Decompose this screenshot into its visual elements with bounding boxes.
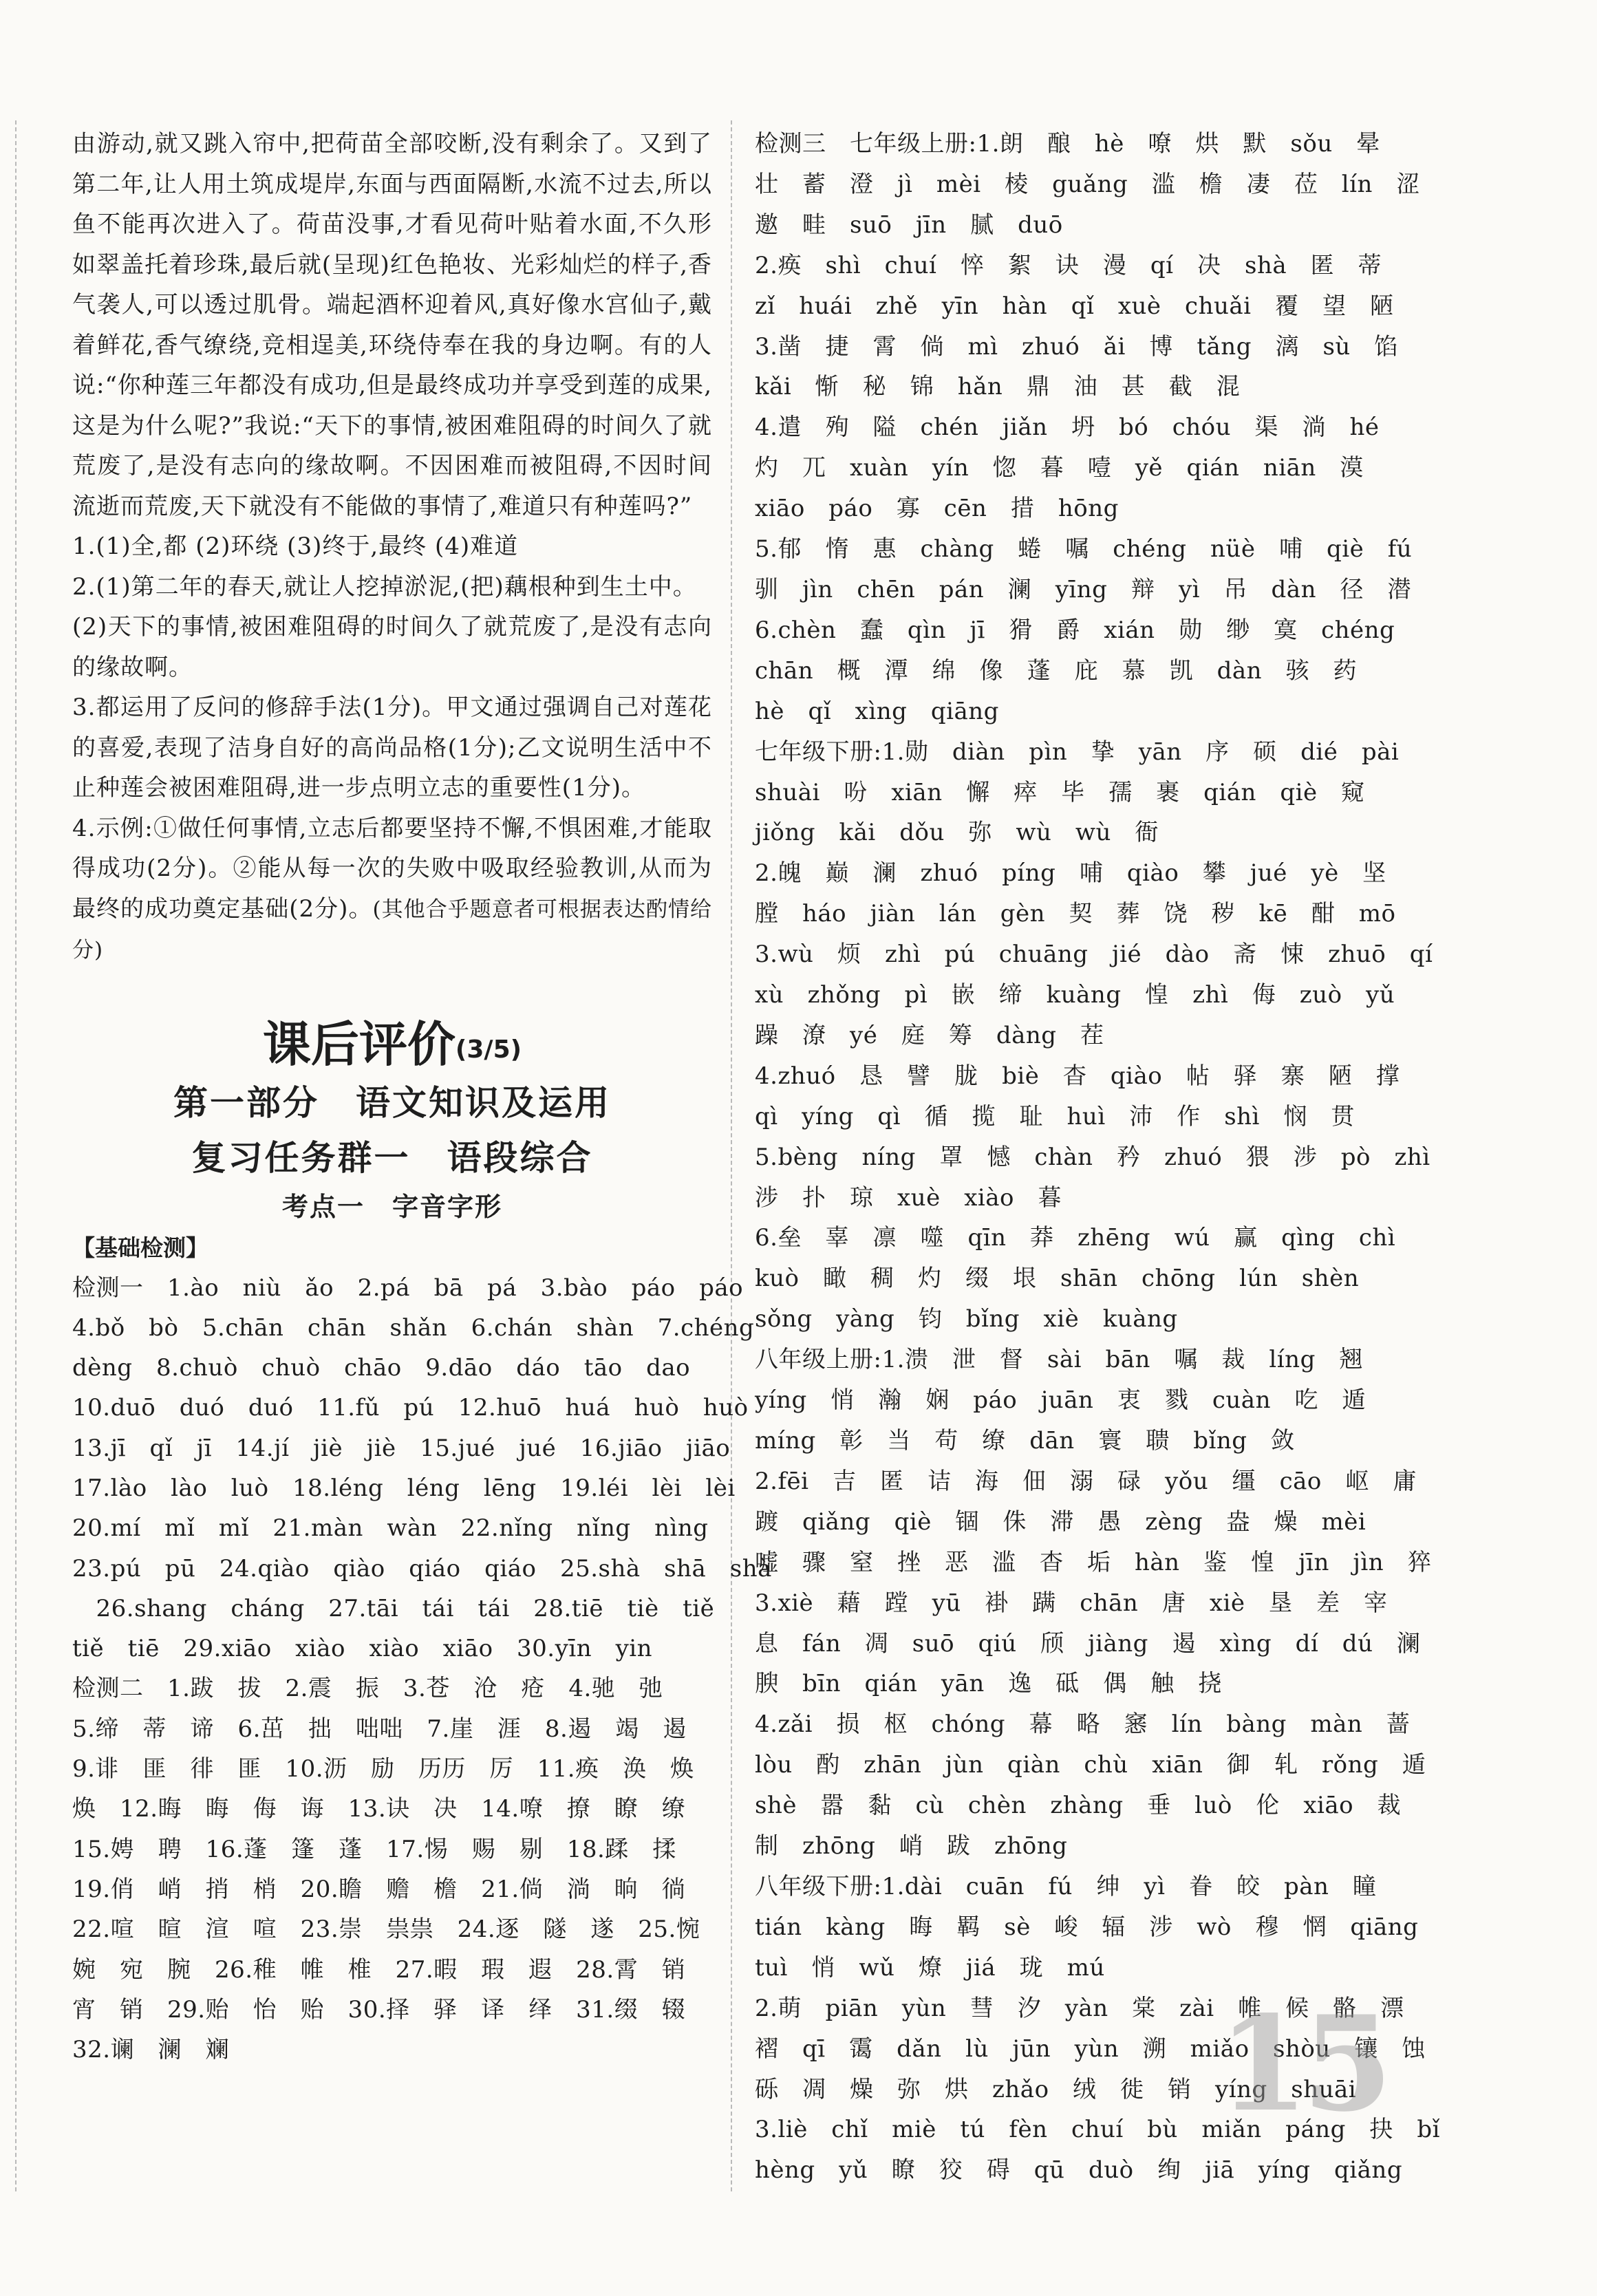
translation-passage: 由游动,就又跳入帘中,把荷苗全部咬断,没有剩余了。又到了第二年,让人用土筑成堤岸,东面与西面隔断,水流不过去,所以鱼不能再次进入了。荷苗没事,才看见荷叶贴着水面,不久形如翠盖托着珍珠,最后就(呈现)红色艳妆、光彩灿烂的样子,香气袭人,可以透过肌骨。端起酒杯迎着风,真好像水宫仙子,戴着鲜花,香气缭绕,竞相逞美,环绕侍奉在我的身边啊。有的人说:“你种莲三年都没有成功,但是最终成功并享受到莲的成果,这是为什么呢?”我说:“天下的事情,被困难阻碍的时间久了就荒废了,是没有志向的缘故啊。不因困难而被阻碍,不因时间流逝而荒废,天下就没有不能做的事情了,难道只有种莲吗?” (72, 130, 712, 520)
answer-line: jiǒng kǎi dǒu 弥 wù wù 衙 (755, 819, 1159, 847)
section-label: 【基础检测】 (72, 1234, 208, 1261)
answer-line: tiě tiē 29.xiāo xiào xiào xiāo 30.yīn yin (72, 1635, 653, 1663)
answer-line: sǒng yàng 钧 bǐng xiè kuàng (755, 1305, 1178, 1333)
answer-item: 2.(1)第二年的春天,就让人挖掉淤泥,(把)藕根种到生土中。 (72, 572, 697, 601)
answer-line: kuò 瞰 稠 灼 缀 垠 shān chōng lún shèn (755, 1265, 1360, 1293)
answer-line: 焕 12.晦 晦 侮 诲 13.诀 决 14.嘹 撩 瞭 缭 (72, 1795, 686, 1823)
answer-line: 检测二 1.跋 拔 2.震 振 3.苍 沧 疮 4.驰 弛 (72, 1675, 663, 1703)
answer-line: 腴 bīn qián yān 逸 砥 偶 触 挠 (755, 1670, 1222, 1698)
answer-line: 26.shang cháng 27.tāi tái tái 28.tiē tiè tiě (72, 1594, 715, 1622)
point-title: 考点一 字音字形 (281, 1191, 502, 1222)
answer-line: hèng yǔ 瞭 狡 碍 qū duò 绚 jiā yíng qiǎng (755, 2156, 1403, 2185)
answer-line: 15.娉 聘 16.蓬 篷 蓬 17.惕 赐 剔 18.蹂 揉 (72, 1835, 676, 1863)
answer-line: 壮 蓄 澄 jì mèi 棱 guǎng 滥 檐 凄 莅 lín 涩 (755, 170, 1420, 198)
answer-4-text: 4.示例:①做任何事情,立志后都要坚持不懈,不惧困难,才能取得成功(2分)。②能从每一次的失败中吸取经验教训,从而为最终的成功奠定基础(2分)。 (72, 814, 712, 923)
answer-line: 邀 畦 suō jīn 腻 duō (755, 211, 1063, 239)
left-column (72, 124, 772, 2070)
answer-line: kǎi 惭 秘 锦 hǎn 鼎 油 甚 截 混 (755, 373, 1241, 401)
answer-line: 膛 háo jiàn lán gèn 契 葬 饶 秽 kē 酣 mō (755, 900, 1396, 928)
answer-line: xù zhǒng pì 嵌 缔 kuàng 惶 zhì 侮 zuò yǔ (755, 981, 1395, 1009)
title-text: 课后评价 (262, 1016, 455, 1073)
answer-line: 17.lào lào luò 18.léng léng lēng 19.léi lèi lèi (72, 1474, 736, 1502)
answer-4 (72, 808, 712, 971)
answer-line: 七年级下册:1.勋 diàn pìn 挚 yān 序 硕 dié pài (755, 738, 1400, 766)
answer-line: 5.bèng níng 罩 憾 chàn 矜 zhuó 猥 涉 pò zhì (755, 1143, 1430, 1171)
column-divider-left (15, 120, 17, 2191)
answer-line: 4.遣 殉 隘 chén jiǎn 坍 bó chóu 渠 淌 hé (755, 414, 1380, 442)
answer-line: 5.缔 蒂 谛 6.茁 拙 咄咄 7.崖 涯 8.遏 竭 遏 (72, 1715, 687, 1743)
answer-line: 2.痪 shì chuí 悴 絮 诀 漫 qí 决 shà 匿 蒂 (755, 251, 1382, 279)
right-column (755, 124, 1443, 2191)
title-sup: (3/5) (455, 1035, 522, 1064)
answer-line: 22.喧 暄 渲 喧 23.崇 祟祟 24.逐 隧 遂 25.惋 (72, 1916, 700, 1944)
page-number: 15 (1218, 1987, 1386, 2141)
answer-line: 10.duō duó duó 11.fǔ pú 12.huō huá huò huò (72, 1394, 749, 1422)
answer-line: 检测一 1.ào niù ǎo 2.pá bā pá 3.bào páo páo (72, 1274, 744, 1302)
answer-line: 3.xiè 藉 蹚 yū 褂 蹒 chān 唐 xiè 垦 差 宰 (755, 1589, 1388, 1617)
answer-line: 6.chèn 蠢 qìn jī 猾 爵 xián 勋 缈 寞 chéng (755, 616, 1395, 644)
answer-line: 20.mí mǐ mǐ 21.màn wàn 22.nǐng nǐng nìng (72, 1514, 709, 1543)
answer-line: 13.jī qǐ jī 14.jí jiè jiè 15.jué jué 16.jiāo jiāo (72, 1434, 731, 1462)
answer-line: 9.诽 匪 徘 匪 10.沥 励 历历 厉 11.痪 涣 焕 (72, 1755, 694, 1783)
answer-line: 3.liè chǐ miè tú fèn chuí bù miǎn páng 抉 bǐ (755, 2116, 1441, 2144)
answer-line: xiāo páo 寡 cēn 措 hōng (755, 495, 1119, 523)
answer-line: 5.郁 惰 惠 chàng 蜷 嘱 chéng nüè 哺 qiè fú (755, 535, 1413, 564)
answer-line: tián kàng 晦 羁 sè 峻 辐 涉 wò 穆 惘 qiāng (755, 1913, 1419, 1941)
right-answer-lines (755, 124, 1443, 2191)
answer-line: 32.谰 澜 斓 (72, 2036, 230, 2064)
answer-line: zǐ huái zhě yīn hàn qǐ xuè chuǎi 覆 望 陋 (755, 292, 1394, 320)
answer-line: 宵 销 29.贻 怡 贻 30.择 驿 译 绎 31.缀 辍 (72, 1995, 686, 2024)
answer-line: chān 概 潭 绵 像 蓬 庇 慕 凯 dàn 骇 药 (755, 656, 1358, 685)
answer-line: 23.pú pū 24.qiào qiào qiáo qiáo 25.shà shā shà (72, 1554, 772, 1582)
answer-line: shuài 吩 xiān 懈 瘁 毕 孺 裹 qián qiè 窥 (755, 778, 1365, 806)
answer-line: 2.魄 巅 澜 zhuó píng 哺 qiào 攀 jué yè 坚 (755, 859, 1386, 888)
answer-line: hè qǐ xìng qiāng (755, 697, 999, 725)
answer-line: 19.俏 峭 捎 梢 20.瞻 赡 檐 21.倘 淌 晌 徜 (72, 1875, 686, 1903)
answer-line: 制 zhōng 峭 跋 zhōng (755, 1832, 1068, 1860)
answer-line: 4.bǒ bò 5.chān chān shǎn 6.chán shàn 7.chéng (72, 1313, 755, 1342)
answer-line: 2.fēi 吉 匿 诘 海 佃 溺 碌 yǒu 缰 cāo 岖 庸 (755, 1467, 1417, 1495)
answer-item: (2)天下的事情,被困难阻碍的时间久了就荒废了,是没有志向的缘故啊。 (72, 613, 712, 681)
column-divider-middle (731, 120, 732, 2191)
answer-4-note: (其他合乎题意者可根据表达酌情给分) (72, 897, 713, 963)
answer-line: shè 嚣 黏 cù chèn zhàng 垂 luò 伦 xiāo 裁 (755, 1792, 1402, 1820)
answer-line: qì yíng qì 循 揽 耻 huì 沛 作 shì 悯 贯 (755, 1102, 1355, 1130)
answer-line: míng 彰 当 苟 缭 dān 寰 聩 bǐng 敛 (755, 1427, 1295, 1455)
answer-line: tuì 悄 wǔ 燎 jiá 珑 mú (755, 1953, 1105, 1982)
answer-line: 2.萌 piān yùn 彗 汐 yàn 棠 zài 帷 候 骼 漂 (755, 1994, 1404, 2022)
page-title (72, 1013, 712, 1075)
answer-line: 躁 潦 yé 庭 筹 dàng 茬 (755, 1021, 1104, 1049)
part-title: 第一部分 语文知识及运用 (173, 1082, 611, 1123)
answer-line: 婉 宛 腕 26.稚 帷 椎 27.暇 瑕 遐 28.霄 销 (72, 1955, 686, 1984)
answer-line: 涉 扑 琼 xuè xiào 暮 (755, 1183, 1062, 1212)
answer-line: 砾 凋 燥 弥 烘 zhǎo 绒 徙 销 yíng shuāi (755, 2075, 1357, 2103)
answer-line: 4.zǎi 损 枢 chóng 幕 略 窸 lín bàng màn 蔷 (755, 1710, 1411, 1739)
answer-line: yíng 悄 瀚 娴 páo juān 衷 戮 cuàn 吃 遁 (755, 1386, 1366, 1415)
answer-line: 息 fán 凋 suō qiú 颀 jiàng 遏 xìng dí dú 澜 (755, 1629, 1421, 1657)
answer-line: 八年级下册:1.dài cuān fú 绅 yì 眷 皎 pàn 瞳 (755, 1872, 1377, 1900)
answer-line: lòu 酌 zhān jùn qiàn chù xiān 御 轧 rǒng 遁 (755, 1751, 1426, 1779)
answer-line: 3.凿 捷 霄 倘 mì zhuó ǎi 博 tǎng 漓 sù 馅 (755, 332, 1398, 361)
answer-line: 驯 jìn chēn pán 澜 yīng 辩 yì 吊 dàn 径 潜 (755, 575, 1411, 603)
answer-line: 踱 qiǎng qiè 锢 侏 滞 愚 zèng 盎 燥 mèi (755, 1508, 1366, 1536)
answer-line: 嘘 骤 窒 挫 恶 滥 杳 垢 hàn 鉴 惶 jīn jìn 猝 (755, 1548, 1432, 1576)
group-title: 复习任务群一 语段综合 (191, 1137, 593, 1178)
answer-item: 1.(1)全,都 (2)环绕 (3)终于,最终 (4)难道 (72, 533, 519, 560)
left-answer-lines (72, 1268, 772, 2070)
answer-line: 褶 qī 霭 dǎn lù jūn yùn 溯 miǎo shòu 镶 蚀 (755, 2035, 1426, 2063)
answer-line: 4.zhuó 恳 譬 胧 biè 杳 qiào 帖 驿 寨 陋 撑 (755, 1062, 1400, 1090)
answers-list (72, 526, 712, 808)
answer-line: 3.wù 烦 zhì pú chuāng jié dào 斋 悚 zhuō qí (755, 941, 1433, 969)
answer-line: 检测三 七年级上册:1.朗 酿 hè 嘹 烘 默 sǒu 晕 (755, 130, 1380, 158)
answer-line: 八年级上册:1.溃 泄 督 sài bān 嘱 裁 líng 翘 (755, 1346, 1363, 1374)
answer-line: dèng 8.chuò chuò chāo 9.dāo dáo tāo dao (72, 1354, 691, 1382)
answer-item: 3.都运用了反问的修辞手法(1分)。甲文通过强调自己对莲花的喜爱,表现了洁身自好的高尚品格(1分);乙文说明生活中不止种莲会被困难阻碍,进一步点明立志的重要性(1分)。 (72, 694, 712, 802)
answer-line: 灼 兀 xuàn yín 惚 暮 噎 yě qián niān 漠 (755, 454, 1364, 482)
answer-line: 6.垒 辜 凛 噬 qīn 莽 zhēng wú 赢 qìng chì (755, 1224, 1396, 1252)
